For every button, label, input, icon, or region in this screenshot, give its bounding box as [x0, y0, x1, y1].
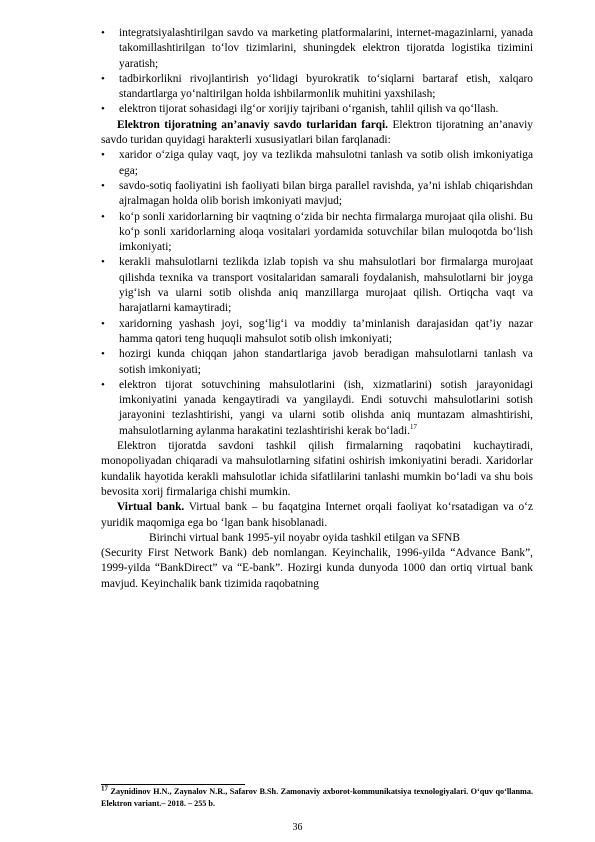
- paragraph-virtual-bank: Virtual bank. Virtual bank – bu faqatgina Internet orqali faoliyat ko‘rsatadigan va o‘z yuridik maqomiga ega bo ‘lgan bank hisoblanadi.: [101, 501, 533, 529]
- list-item: • savdo-sotiq faoliyatini ish faoliyati bilan birga parallel ravishda, ya’ni ishlab chiqarishdan ajralmagan holda olib borish imkoniyati mavjud;: [101, 179, 533, 210]
- list-item: • hozirgi kunda chiqqan jahon standartlariga javob beradigan mahsulotlarni tanlash va sotish imkoniyati;: [101, 347, 533, 378]
- bullet-icon: •: [101, 27, 105, 39]
- bullet-list-features: [101, 148, 533, 439]
- list-item: • integratsiyalashtirilgan savdo va marketing platformalarini, internet-magazinlarni, yanada takomillashtirilgan to‘lov tizimlarini, shuningdek elektron tijoratda logistika tizimini yaratish;: [101, 26, 533, 72]
- bullet-icon: •: [101, 179, 105, 192]
- bullet-icon: •: [101, 72, 105, 85]
- bullet-icon: •: [101, 317, 105, 330]
- bullet-icon: •: [101, 378, 105, 391]
- bullet-icon: •: [101, 210, 105, 223]
- list-item: • elektron tijorat sotuvchining mahsulotlarini (ish, xizmatlarini) sotish jarayonidagi imkoniyatini yanada kengaytiradi va yangilaydi. Endi sotuvchi mahsulotlarini sotish jarayonini tezlashtirishi, yangi va ularni sotib olishda aniq muntazam almashtirishi, mahsulotlarning aylanma harakatini tezlashtirishi kerak bo‘ladi.$^{17}$: [101, 378, 533, 439]
- list-item: • xaridor o‘ziga qulay vaqt, joy va tezlikda mahsulotni tanlash va sotib olish imkoniyatiga ega;: [101, 148, 533, 179]
- section-heading-virtual-bank: Virtual bank.: [117, 501, 185, 514]
- footnote-number: 17: [101, 784, 108, 793]
- bullet-icon: •: [101, 149, 105, 162]
- page-number: 36: [292, 822, 303, 833]
- bullet-icon: •: [101, 103, 105, 116]
- bullet-icon: •: [101, 256, 105, 269]
- list-item: • kerakli mahsulotlarni tezlikda izlab topish va shu mahsulotlari bor firmalarga murojaat qilishda texnika va transport vositalaridan samarali foydalanish, mahsulotlarni bir joyga yig‘ish va ularni sotib olishda aniq manzillarga murojaat qilish. Ortiqcha vaqt va harajatlarni kamaytiradi;: [101, 255, 533, 316]
- list-item: • elektron tijorat sohasidagi ilg‘or xorijiy tajribani o‘rganish, tahlil qilish va qo‘llash.: [101, 102, 533, 117]
- paragraph-sfnb: (Security First Network Bank) deb nomlangan. Keyinchalik, 1996-yilda “Advance Bank”, 1999-yilda “BankDirect” va “E-bank”. Hozirgi kunda dunyoda 1000 dan ortiq virtual bank mavjud. Keyinchalik bank tizimida raqobatning: [101, 547, 533, 590]
- bullet-list-goals: [101, 26, 533, 118]
- list-item: • xaridorning yashash joyi, sog‘lig‘i va moddiy ta’minlanish darajasidan qat’iy nazar hamma qatori teng huquqli mahsulot sotib olish imkoniyati;: [101, 317, 533, 348]
- footnote-divider: [101, 784, 245, 785]
- paragraph-first-bank: Birinchi virtual bank 1995-yil noyabr oyida tashkil etilgan va SFNB: [149, 531, 460, 544]
- paragraph-competition: Elektron tijoratda savdoni tashkil qilish firmalarning raqobatini kuchaytiradi, monopoliyadan chiqaradi va mahsulotlarning sifatini oshirish imkoniyatini beradi. Xaridorlar kundalik hayotida kerakli mahsulotlar ichida sifatlilarini tanlashi mumkin bo‘ladi va shu bois bevosita xorij firmalariga chishi mumkin.: [101, 440, 533, 498]
- footnote-ref[interactable]: 17: [410, 422, 418, 431]
- body-text: [101, 26, 533, 592]
- footnote: $^{17}$ Zaynidinov H.N., Zaynalov N.R., Safarov B.Sh. Zamonaviy axborot-kommunikatsiya texnologiyalari. O‘quv qo‘llanma. Elektron variant.– 2018. – 255 b.: [101, 784, 534, 808]
- paragraph-differences: Elektron tijoratning an’anaviy savdo turlaridan farqi. Elektron tijoratning an’anaviy savdo turidan quyidagi harakterli xususiyatlari bilan farqlanadi:: [101, 118, 534, 147]
- list-item: • ko‘p sonli xaridorlarning bir vaqtning o‘zida bir nechta firmalarga murojaat qila olishi. Bu ko‘p sonli xaridorlarning aloqa vositalari yordamida sotuvchilar bilan muloqotda bo‘lish imkoniyati;: [101, 210, 533, 256]
- bullet-icon: •: [101, 348, 105, 361]
- list-item: • tadbirkorlikni rivojlantirish yo‘lidagi byurokratik to‘siqlarni bartaraf etish, xalqaro standartlarga yo‘naltirilgan holda ishbilarmonlik muhitini yaxshilash;: [101, 72, 533, 103]
- section-heading-differences: Elektron tijoratning an’anaviy savdo turlaridan farqi.: [117, 118, 388, 131]
